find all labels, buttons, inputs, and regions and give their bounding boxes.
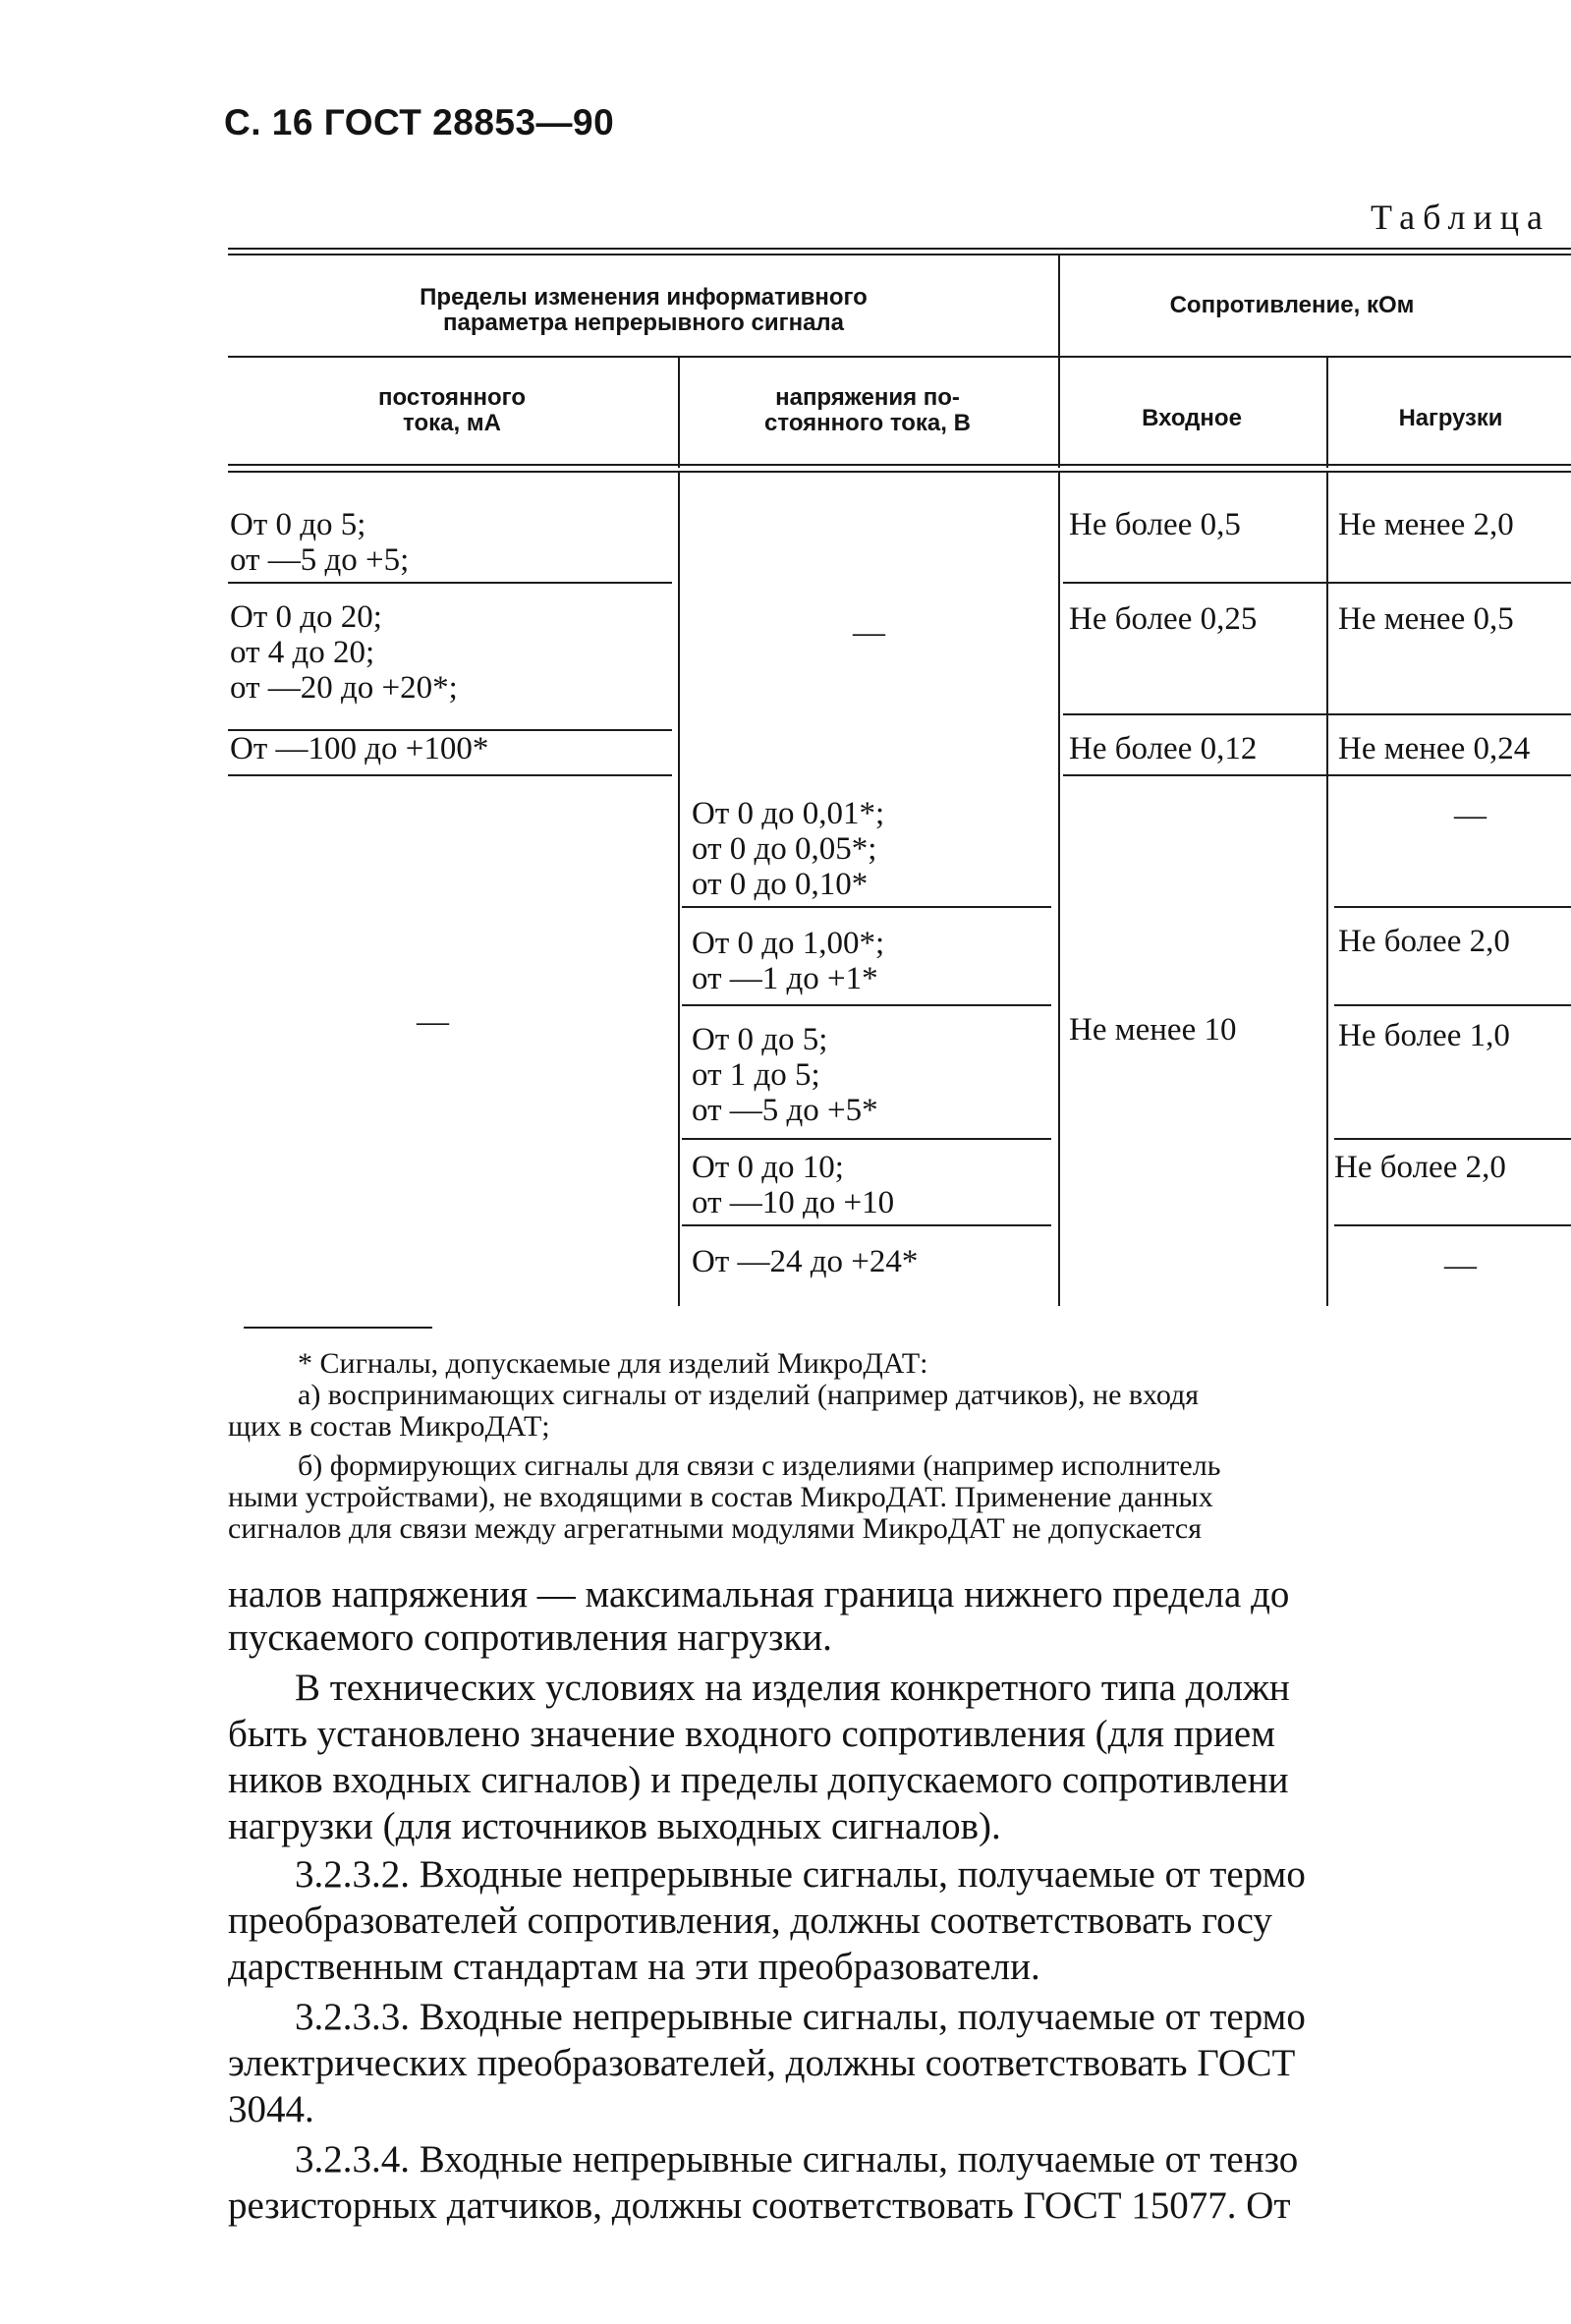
footnote-b-line2: ными устройствами), не входящими в состав МикроДАТ. Применение данных xyxy=(228,1481,1213,1513)
cell-line: От 0 до 20; xyxy=(230,599,382,635)
footnote-a-line1: а) воспринимающих сигналы от изделий (например датчиков), не входя xyxy=(298,1379,1200,1411)
row-separator xyxy=(1063,582,1571,584)
header-group-right: Сопротивление, кОм xyxy=(1169,292,1415,318)
footnote-b-line3: сигналов для связи между агрегатными модулями МикроДАТ не допускается xyxy=(228,1512,1203,1545)
body-line: налов напряжения — максимальная граница нижнего предела до xyxy=(228,1573,1290,1615)
header-group-left-line1: Пределы изменения информативного xyxy=(420,284,868,311)
body-divider-3 xyxy=(1326,473,1328,1306)
load-resistance-cell: Не менее 0,24 xyxy=(1338,731,1531,766)
body-line: 3.2.3.2. Входные непрерывные сигналы, получаемые от термо xyxy=(295,1853,1306,1896)
load-resistance-cell: — xyxy=(1444,1248,1477,1283)
footnote-a-line2: щих в состав МикроДАТ; xyxy=(228,1410,550,1443)
header-divider-main xyxy=(1058,255,1060,468)
body-line: ников входных сигналов) и пределы допускаемого сопротивлени xyxy=(228,1759,1289,1801)
col-header-current-line2: тока, мА xyxy=(403,410,501,436)
body-divider-2 xyxy=(1058,473,1060,1306)
body-line: преобразователей сопротивления, должны соответствовать госу xyxy=(228,1899,1272,1942)
load-resistance-cell: Не более 1,0 xyxy=(1338,1018,1510,1053)
row-separator xyxy=(682,1224,1051,1226)
cell-line: От —100 до +100* xyxy=(230,731,489,766)
voltage-range-cell xyxy=(692,796,884,902)
header-divider-input xyxy=(1326,358,1328,468)
row-separator xyxy=(228,582,672,584)
header-bottom-border-2 xyxy=(228,471,1571,473)
voltage-range-cell xyxy=(692,1244,918,1279)
body-line: нагрузки (для источников выходных сигналов). xyxy=(228,1805,1001,1847)
current-range-cell xyxy=(230,507,409,578)
input-resistance-cell: Не более 0,5 xyxy=(1069,507,1241,542)
cell-line: От 0 до 1,00*; xyxy=(692,926,885,961)
row-separator xyxy=(682,1138,1051,1140)
cell-line: от 0 до 0,10* xyxy=(692,867,869,902)
body-line: 3.2.3.4. Входные непрерывные сигналы, получаемые от тензо xyxy=(295,2138,1299,2181)
col-header-voltage-line1: напряжения по- xyxy=(775,384,960,411)
header-group-left-line2: параметра непрерывного сигнала xyxy=(442,310,845,336)
row-separator xyxy=(1334,1138,1571,1140)
col-header-input: Входное xyxy=(1142,405,1242,431)
voltage-range-cell xyxy=(692,1022,878,1128)
cell-line: от —1 до +1* xyxy=(692,961,878,996)
cell-line: От 0 до 0,01*; xyxy=(692,796,885,831)
header-divider-current xyxy=(678,358,680,468)
load-resistance-cell: — xyxy=(1454,798,1487,833)
body-line: быть установлено значение входного сопротивления (для прием xyxy=(228,1713,1275,1755)
voltage-range-cell xyxy=(692,1150,894,1220)
cell-line: От 0 до 10; xyxy=(692,1150,844,1185)
row-separator xyxy=(1063,774,1571,776)
body-line: 3.2.3.3. Входные непрерывные сигналы, получаемые от термо xyxy=(295,1996,1306,2038)
current-range-cell xyxy=(230,731,488,766)
header-bottom-border xyxy=(228,464,1571,466)
cell-line: От 0 до 5; xyxy=(230,507,366,542)
cell-line: от —10 до +10 xyxy=(692,1185,895,1220)
row-separator xyxy=(682,1004,1051,1006)
load-resistance-cell: Не менее 2,0 xyxy=(1338,507,1514,542)
footnote-b-line1: б) формирующих сигналы для связи с изделиями (например исполнитель xyxy=(298,1449,1221,1482)
col-header-current-line1: постоянного xyxy=(378,384,526,411)
col-header-voltage xyxy=(686,385,1049,436)
table-caption: Таблица xyxy=(1371,198,1550,237)
body-line: дарственным стандартам на эти преобразователи. xyxy=(228,1946,1040,1988)
header-group-separator xyxy=(228,356,1571,358)
cell-line: от —20 до +20*; xyxy=(230,670,458,706)
cell-line: от —5 до +5; xyxy=(230,542,410,578)
body-line: пускаемого сопротивления нагрузки. xyxy=(228,1616,832,1659)
table-top-border-2 xyxy=(228,254,1571,255)
row-separator xyxy=(228,774,672,776)
body-line: резисторных датчиков, должны соответствовать ГОСТ 15077. От xyxy=(228,2184,1291,2227)
cell-line: от 1 до 5; xyxy=(692,1057,820,1093)
cell-line: От —24 до +24* xyxy=(692,1244,919,1279)
input-resistance-cell: Не более 0,25 xyxy=(1069,601,1258,637)
cell-line: от 0 до 0,05*; xyxy=(692,831,877,867)
cell-line: от 4 до 20; xyxy=(230,635,375,670)
body-divider-1 xyxy=(678,473,680,1306)
load-resistance-cell: Не менее 0,5 xyxy=(1338,601,1514,637)
current-voltage-dash: — xyxy=(853,615,885,651)
body-line: В технических условиях на изделия конкретного типа должн xyxy=(295,1667,1290,1709)
row-separator xyxy=(1334,906,1571,908)
row-separator xyxy=(1334,1224,1571,1226)
header-group-left xyxy=(236,285,1051,336)
footnote-star: * Сигналы, допускаемые для изделий МикроДАТ: xyxy=(298,1347,928,1380)
voltage-range-cell xyxy=(692,926,884,996)
col-header-current xyxy=(236,385,668,436)
load-resistance-cell: Не более 2,0 xyxy=(1338,924,1510,959)
body-line: 3044. xyxy=(228,2088,314,2130)
row-separator xyxy=(1334,1004,1571,1006)
cell-line: от —5 до +5* xyxy=(692,1093,878,1128)
col-header-load: Нагрузки xyxy=(1398,405,1503,431)
row-separator xyxy=(682,906,1051,908)
table-top-border xyxy=(228,248,1571,250)
input-resistance-cell: Не менее 10 xyxy=(1069,1012,1237,1048)
page-header: С. 16 ГОСТ 28853—90 xyxy=(224,102,615,142)
footnote-rule xyxy=(244,1327,432,1329)
input-resistance-cell: Не более 0,12 xyxy=(1069,731,1258,766)
voltage-current-dash: — xyxy=(417,1004,449,1040)
body-line: электрических преобразователей, должны соответствовать ГОСТ xyxy=(228,2042,1296,2084)
cell-line: От 0 до 5; xyxy=(692,1022,828,1057)
col-header-voltage-line2: стоянного тока, В xyxy=(764,410,971,436)
current-range-cell xyxy=(230,599,458,706)
row-separator xyxy=(1063,713,1571,715)
load-resistance-cell: Не более 2,0 xyxy=(1334,1150,1506,1185)
